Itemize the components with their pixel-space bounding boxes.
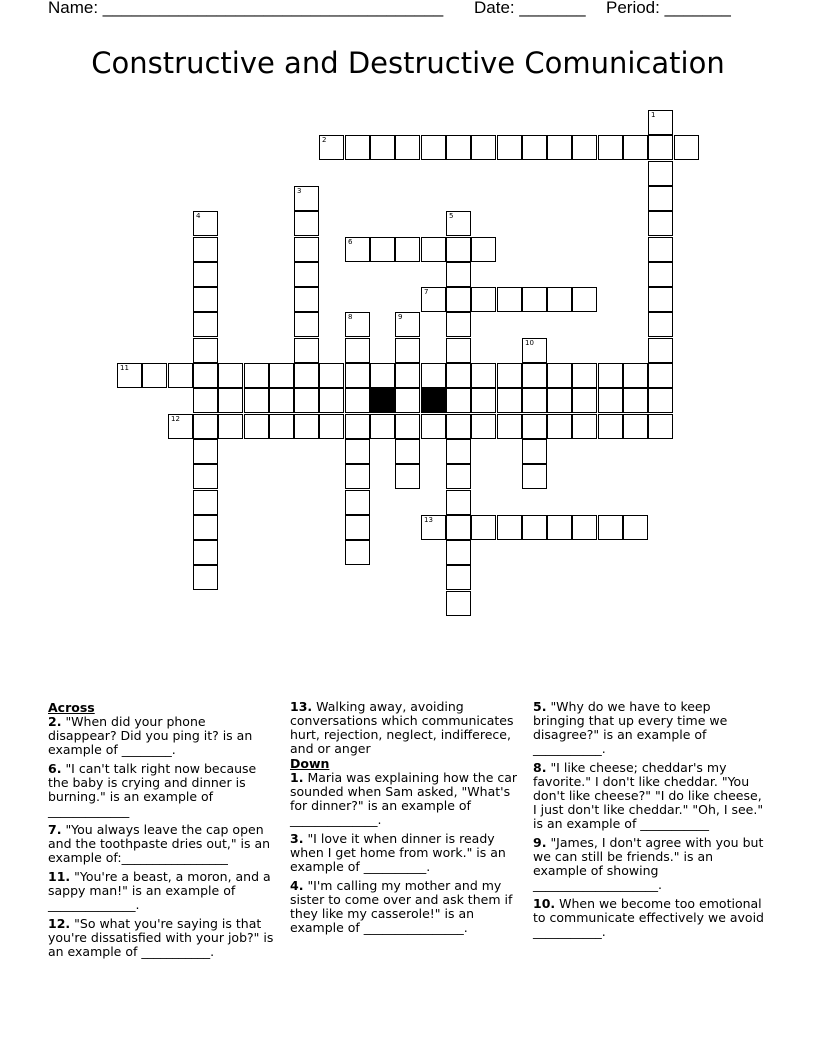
grid-cell[interactable] <box>168 363 193 388</box>
grid-cell[interactable] <box>446 388 471 413</box>
grid-cell[interactable] <box>522 363 547 388</box>
cell-number: 5 <box>449 212 454 220</box>
cell-number: 3 <box>297 187 302 195</box>
clue-text: "I love it when dinner is ready when I get home from work." is an example of __________. <box>290 831 506 874</box>
grid-cell[interactable] <box>421 515 446 540</box>
clue-text: "James, I don't agree with you but we can still be friends." is an example of showing ____________________. <box>533 835 764 892</box>
grid-cell[interactable] <box>623 414 648 439</box>
grid-cell[interactable] <box>522 464 547 489</box>
clue-across-7 <box>48 823 278 865</box>
grid-cell[interactable] <box>446 464 471 489</box>
grid-cell[interactable] <box>345 363 370 388</box>
clue-text: "You're a beast, a moron, and a sappy man!" is an example of ______________. <box>48 869 271 912</box>
grid-cell[interactable] <box>294 287 319 312</box>
grid-cell[interactable] <box>193 515 218 540</box>
clue-across-2 <box>48 715 278 757</box>
grid-cell[interactable] <box>522 135 547 160</box>
grid-cell[interactable] <box>623 135 648 160</box>
grid-cell[interactable] <box>345 515 370 540</box>
grid-cell[interactable] <box>218 388 243 413</box>
grid-cell[interactable] <box>345 540 370 565</box>
name-field[interactable]: Name: ____________________________________ <box>48 0 444 17</box>
clue-down-4 <box>290 879 526 935</box>
grid-cell[interactable] <box>269 388 294 413</box>
grid-cell[interactable] <box>598 363 623 388</box>
grid-cell[interactable] <box>269 363 294 388</box>
cell-number: 11 <box>120 364 129 372</box>
grid-cell[interactable] <box>370 135 395 160</box>
grid-cell[interactable] <box>421 414 446 439</box>
clues-column-2 <box>290 700 526 940</box>
grid-cell[interactable] <box>395 363 420 388</box>
clues-column-1 <box>48 700 278 964</box>
grid-cell[interactable] <box>319 135 344 160</box>
grid-cell[interactable] <box>244 414 269 439</box>
down-heading: Down <box>290 756 330 771</box>
clue-text: "You always leave the cap open and the toothpaste dries out," is an example of:_________________ <box>48 822 271 865</box>
grid-cell[interactable] <box>446 540 471 565</box>
clue-across-11 <box>48 870 278 912</box>
grid-cell[interactable] <box>446 591 471 616</box>
clue-text: Walking away, avoiding conversations which communicates hurt, rejection, neglect, indifferece, and or anger <box>290 699 514 756</box>
grid-cell[interactable] <box>446 363 471 388</box>
grid-cell[interactable] <box>648 312 673 337</box>
clue-across-6 <box>48 762 278 818</box>
grid-cell[interactable] <box>446 565 471 590</box>
clue-down-9 <box>533 836 765 892</box>
grid-cell[interactable] <box>345 237 370 262</box>
grid-cell[interactable] <box>648 363 673 388</box>
grid-cell[interactable] <box>117 363 142 388</box>
grid-cell[interactable] <box>294 312 319 337</box>
grid-cell[interactable] <box>674 135 699 160</box>
grid-cell[interactable] <box>370 363 395 388</box>
clue-number: 10. <box>533 896 556 911</box>
grid-cell[interactable] <box>395 414 420 439</box>
grid-cell[interactable] <box>547 135 572 160</box>
grid-cell[interactable] <box>547 388 572 413</box>
blocked-square <box>370 388 395 413</box>
grid-cell[interactable] <box>446 490 471 515</box>
clue-down-1 <box>290 771 526 827</box>
grid-cell[interactable] <box>547 363 572 388</box>
grid-cell[interactable] <box>446 211 471 236</box>
clue-number: 2. <box>48 714 62 729</box>
clues-column-3 <box>533 700 765 944</box>
grid-cell[interactable] <box>168 414 193 439</box>
grid-cell[interactable] <box>446 439 471 464</box>
grid-cell[interactable] <box>294 338 319 363</box>
grid-cell[interactable] <box>446 135 471 160</box>
grid-cell[interactable] <box>648 414 673 439</box>
grid-cell[interactable] <box>648 161 673 186</box>
grid-cell[interactable] <box>345 439 370 464</box>
clue-across-13 <box>290 700 526 756</box>
grid-cell[interactable] <box>572 287 597 312</box>
grid-cell[interactable] <box>244 388 269 413</box>
grid-cell[interactable] <box>218 363 243 388</box>
cell-number: 4 <box>196 212 201 220</box>
cell-number: 9 <box>398 313 403 321</box>
grid-cell[interactable] <box>193 414 218 439</box>
grid-cell[interactable] <box>294 237 319 262</box>
grid-cell[interactable] <box>471 388 496 413</box>
across-heading: Across <box>48 700 95 715</box>
grid-cell[interactable] <box>572 135 597 160</box>
grid-cell[interactable] <box>269 414 294 439</box>
grid-cell[interactable] <box>648 262 673 287</box>
clue-number: 12. <box>48 916 71 931</box>
grid-cell[interactable] <box>648 211 673 236</box>
grid-cell[interactable] <box>446 414 471 439</box>
clue-down-3 <box>290 832 526 874</box>
grid-cell[interactable] <box>294 414 319 439</box>
grid-cell[interactable] <box>345 490 370 515</box>
grid-cell[interactable] <box>395 388 420 413</box>
grid-cell[interactable] <box>648 237 673 262</box>
grid-cell[interactable] <box>294 186 319 211</box>
grid-cell[interactable] <box>446 312 471 337</box>
clue-number: 9. <box>533 835 547 850</box>
grid-cell[interactable] <box>370 237 395 262</box>
clue-number: 8. <box>533 760 547 775</box>
grid-cell[interactable] <box>497 287 522 312</box>
grid-cell[interactable] <box>193 490 218 515</box>
grid-cell[interactable] <box>497 414 522 439</box>
grid-cell[interactable] <box>421 363 446 388</box>
grid-cell[interactable] <box>598 135 623 160</box>
grid-cell[interactable] <box>547 414 572 439</box>
grid-cell[interactable] <box>547 515 572 540</box>
date-field[interactable]: Date: _______ <box>474 0 586 17</box>
clue-text: "I like cheese; cheddar's my favorite." I don't like cheddar. "You don't like cheese?" "I do like cheese, I just don't like cheddar." "Oh, I see." is an example of ___________ <box>533 760 764 831</box>
clue-text: When we become too emotional to communicate effectively we avoid ___________. <box>533 896 764 939</box>
grid-cell[interactable] <box>395 439 420 464</box>
grid-cell[interactable] <box>471 287 496 312</box>
grid-cell[interactable] <box>522 388 547 413</box>
grid-cell[interactable] <box>193 464 218 489</box>
clue-number: 7. <box>48 822 62 837</box>
grid-cell[interactable] <box>294 211 319 236</box>
grid-cell[interactable] <box>345 388 370 413</box>
grid-cell[interactable] <box>193 262 218 287</box>
grid-cell[interactable] <box>218 414 243 439</box>
clue-down-5 <box>533 700 765 756</box>
grid-cell[interactable] <box>497 363 522 388</box>
grid-cell[interactable] <box>522 414 547 439</box>
grid-cell[interactable] <box>345 414 370 439</box>
grid-cell[interactable] <box>294 262 319 287</box>
grid-cell[interactable] <box>497 135 522 160</box>
grid-cell[interactable] <box>648 135 673 160</box>
grid-cell[interactable] <box>395 464 420 489</box>
grid-cell[interactable] <box>319 388 344 413</box>
clue-number: 11. <box>48 869 71 884</box>
clue-text: Maria was explaining how the car sounded when Sam asked, "What's for dinner?" is an example of ______________. <box>290 770 518 827</box>
grid-cell[interactable] <box>193 338 218 363</box>
cell-number: 13 <box>424 516 433 524</box>
grid-cell[interactable] <box>193 540 218 565</box>
grid-cell[interactable] <box>572 388 597 413</box>
grid-cell[interactable] <box>142 363 167 388</box>
grid-cell[interactable] <box>572 515 597 540</box>
clue-across-12 <box>48 917 278 959</box>
grid-cell[interactable] <box>193 211 218 236</box>
grid-cell[interactable] <box>648 186 673 211</box>
grid-cell[interactable] <box>598 515 623 540</box>
grid-cell[interactable] <box>345 312 370 337</box>
grid-cell[interactable] <box>345 338 370 363</box>
grid-cell[interactable] <box>522 287 547 312</box>
clue-text: "Why do we have to keep bringing that up every time we disagree?" is an example of ___________. <box>533 699 728 756</box>
grid-cell[interactable] <box>522 515 547 540</box>
grid-cell[interactable] <box>497 515 522 540</box>
clue-text: "I can't talk right now because the baby is crying and dinner is burning." is an example of _____________ <box>48 761 257 818</box>
grid-cell[interactable] <box>648 338 673 363</box>
grid-cell[interactable] <box>193 439 218 464</box>
period-field[interactable]: Period: _______ <box>606 0 731 17</box>
grid-cell[interactable] <box>648 287 673 312</box>
cell-number: 10 <box>525 339 534 347</box>
grid-cell[interactable] <box>648 110 673 135</box>
clue-number: 13. <box>290 699 313 714</box>
cell-number: 6 <box>348 238 353 246</box>
grid-cell[interactable] <box>471 363 496 388</box>
grid-cell[interactable] <box>446 262 471 287</box>
grid-cell[interactable] <box>572 363 597 388</box>
grid-cell[interactable] <box>294 363 319 388</box>
clue-number: 3. <box>290 831 304 846</box>
clue-number: 4. <box>290 878 304 893</box>
grid-cell[interactable] <box>421 287 446 312</box>
grid-cell[interactable] <box>598 414 623 439</box>
grid-cell[interactable] <box>471 515 496 540</box>
grid-cell[interactable] <box>395 135 420 160</box>
grid-cell[interactable] <box>370 414 395 439</box>
grid-cell[interactable] <box>193 565 218 590</box>
grid-cell[interactable] <box>421 135 446 160</box>
clue-number: 1. <box>290 770 304 785</box>
grid-cell[interactable] <box>623 515 648 540</box>
clue-text: "So what you're saying is that you're dissatisfied with your job?" is an example of ___________. <box>48 916 274 959</box>
cell-number: 12 <box>171 415 180 423</box>
grid-cell[interactable] <box>395 338 420 363</box>
cell-number: 1 <box>651 111 656 119</box>
grid-cell[interactable] <box>395 237 420 262</box>
clue-number: 6. <box>48 761 62 776</box>
grid-cell[interactable] <box>294 388 319 413</box>
grid-cell[interactable] <box>446 237 471 262</box>
grid-cell[interactable] <box>572 414 597 439</box>
grid-cell[interactable] <box>193 237 218 262</box>
grid-cell[interactable] <box>522 338 547 363</box>
clue-down-8 <box>533 761 765 831</box>
grid-cell[interactable] <box>193 312 218 337</box>
grid-cell[interactable] <box>193 363 218 388</box>
grid-cell[interactable] <box>471 135 496 160</box>
puzzle-title: Constructive and Destructive Comunication <box>91 46 725 80</box>
grid-cell[interactable] <box>193 388 218 413</box>
clue-number: 5. <box>533 699 547 714</box>
grid-cell[interactable] <box>345 135 370 160</box>
cell-number: 8 <box>348 313 353 321</box>
grid-cell[interactable] <box>446 287 471 312</box>
grid-cell[interactable] <box>648 388 673 413</box>
grid-cell[interactable] <box>471 414 496 439</box>
grid-cell[interactable] <box>497 388 522 413</box>
grid-cell[interactable] <box>319 363 344 388</box>
cell-number: 2 <box>322 136 327 144</box>
grid-cell[interactable] <box>623 363 648 388</box>
grid-cell[interactable] <box>345 464 370 489</box>
grid-cell[interactable] <box>623 388 648 413</box>
grid-cell[interactable] <box>522 439 547 464</box>
clue-down-10 <box>533 897 765 939</box>
grid-cell[interactable] <box>244 363 269 388</box>
clue-text: "When did your phone disappear? Did you ping it? is an example of ________. <box>48 714 253 757</box>
grid-cell[interactable] <box>319 414 344 439</box>
grid-cell[interactable] <box>395 312 420 337</box>
cell-number: 7 <box>424 288 429 296</box>
clue-text: "I'm calling my mother and my sister to come over and ask them if they like my casserole!" is an example of ________________. <box>290 878 513 935</box>
grid-cell[interactable] <box>471 237 496 262</box>
blocked-square <box>421 388 446 413</box>
grid-cell[interactable] <box>446 515 471 540</box>
grid-cell[interactable] <box>598 388 623 413</box>
grid-cell[interactable] <box>446 338 471 363</box>
grid-cell[interactable] <box>421 237 446 262</box>
grid-cell[interactable] <box>193 287 218 312</box>
grid-cell[interactable] <box>547 287 572 312</box>
